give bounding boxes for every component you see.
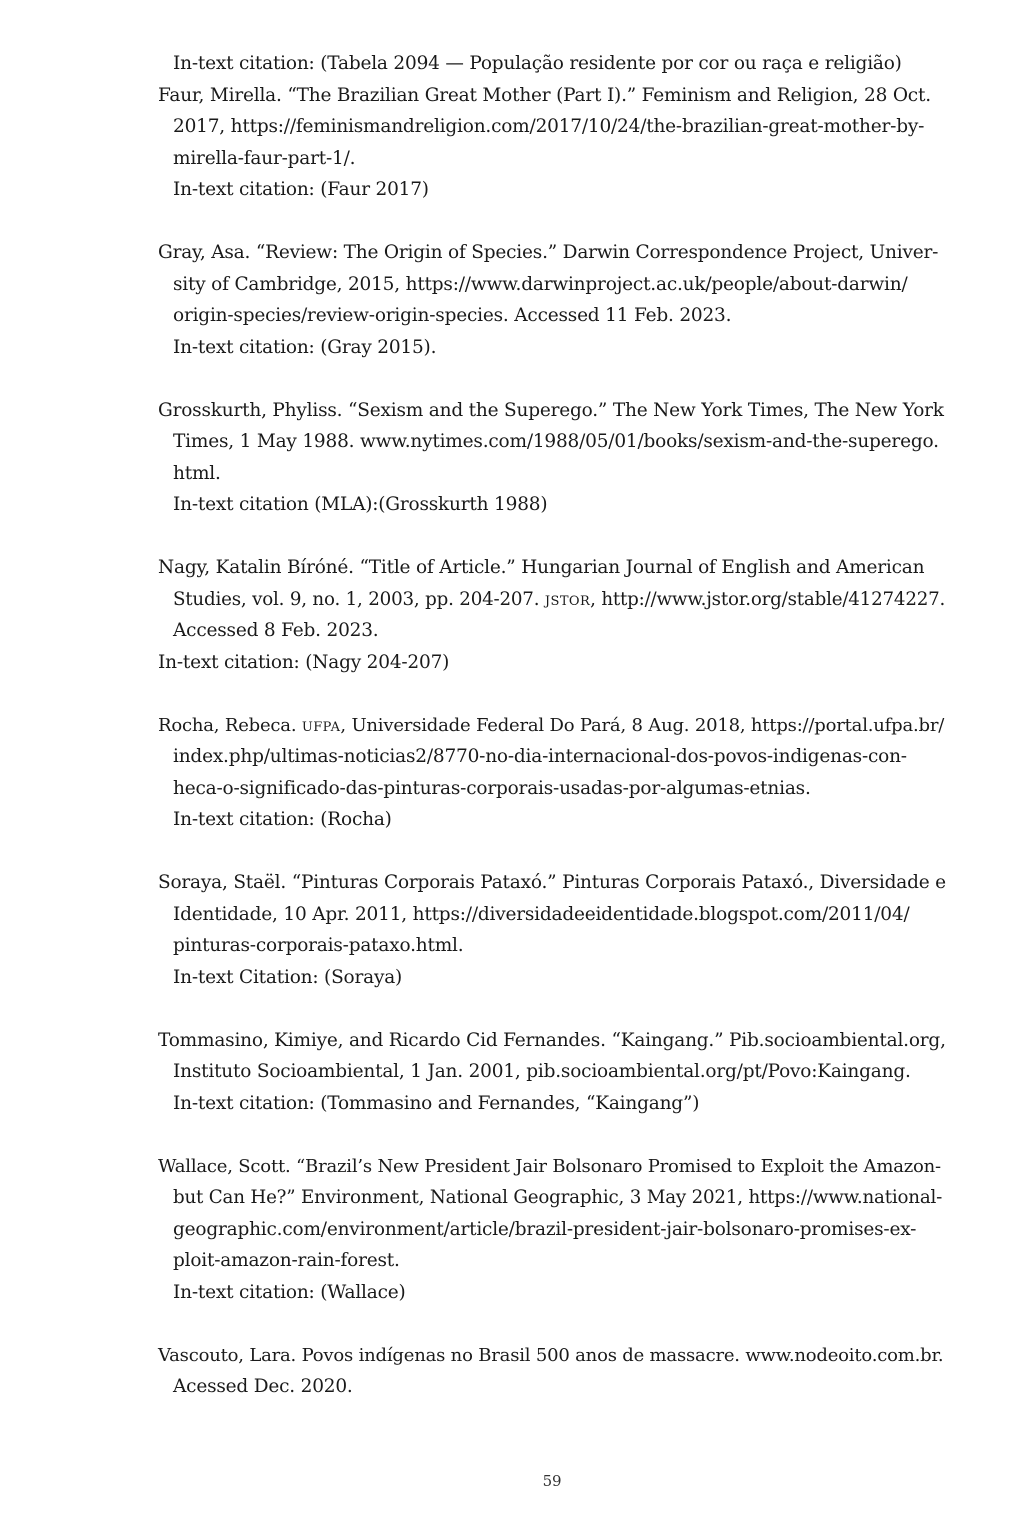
entry-line: Tommasino, Kimiye, and Ricardo Cid Fernandes. “Kaingang.” Pib.socioambiental.org, (158, 1029, 946, 1051)
citation-entry-tommasino (158, 1025, 948, 1120)
entry-line: Soraya, Staël. “Pinturas Corporais Pataxó.” Pinturas Corporais Pataxó., Diversidade e (158, 872, 946, 893)
entry-link[interactable]: , http://www.jstor.org/stable/41274227. (590, 588, 946, 610)
entry-line[interactable]: html. (173, 462, 221, 484)
entry-line[interactable]: 2017, https://feminismandreligion.com/2017/10/24/the-brazilian-great-mother-by- (173, 116, 925, 137)
entry-line[interactable]: Times, 1 May 1988. www.nytimes.com/1988/05/01/books/sexism-and-the-superego. (173, 431, 939, 452)
in-text-citation: In-text citation: (Tommasino and Fernandes, “Kaingang”) (173, 1092, 700, 1114)
citation-entry-wallace (158, 1151, 948, 1309)
in-text-citation: In-text citation: (Rocha) (173, 809, 392, 830)
entry-line[interactable]: mirella-faur-part-1/. (173, 147, 356, 169)
entry-link[interactable]: , Universidade Federal Do Pará, 8 Aug. 2018, https://portal.ufpa.br/ (340, 714, 945, 736)
in-text-citation: In-text citation (MLA):(Grosskurth 1988) (173, 494, 548, 515)
in-text-citation: In-text citation: (Wallace) (173, 1281, 406, 1303)
bibliography-page (158, 48, 948, 1403)
citation-entry-tabela (158, 48, 948, 80)
citation-entry-rocha (158, 710, 948, 836)
entry-text: Studies, vol. 9, no. 1, 2003, pp. 204-207. (173, 588, 545, 610)
citation-entry-faur (158, 80, 948, 206)
entry-line: Gray, Asa. “Review: The Origin of Species.” Darwin Correspondence Project, Univer- (158, 242, 939, 263)
page-number: 59 (542, 1472, 562, 1490)
entry-line: Acessed Dec. 2020. (173, 1376, 353, 1397)
citation-entry-vascouto (158, 1340, 948, 1403)
entry-line[interactable]: sity of Cambridge, 2015, https://www.darwinproject.ac.uk/people/about-darwin/ (173, 273, 908, 295)
entry-text: Rocha, Rebeca. (158, 714, 302, 736)
entry-line: Vascouto, Lara. Povos indígenas no Brasil 500 anos de massacre. www.nodeoito.com.br. (158, 1344, 944, 1366)
in-text-citation: In-text citation: (Gray 2015). (173, 336, 437, 358)
jstor-smallcaps: jstor (544, 588, 591, 610)
entry-line[interactable]: index.php/ultimas-noticias2/8770-no-dia-internacional-dos-povos-indigenas-con- (173, 746, 907, 767)
in-text-citation: In-text Citation: (Soraya) (173, 966, 403, 988)
entry-line: Nagy, Katalin Bíróné. “Title of Article.” Hungarian Journal of English and American (158, 557, 925, 578)
entry-line: Grosskurth, Phyliss. “Sexism and the Superego.” The New York Times, The New York (158, 399, 944, 421)
entry-line[interactable]: heca-o-significado-das-pinturas-corporais-usadas-por-algumas-etnias. (173, 777, 811, 799)
entry-line: Wallace, Scott. “Brazil’s New President Jair Bolsonaro Promised to Exploit the Amazon- (158, 1155, 941, 1177)
entry-line[interactable]: geographic.com/environment/article/brazil-president-jair-bolsonaro-promises-ex- (173, 1218, 917, 1240)
entry-line: In-text citation: (Tabela 2094 — População residente por cor ou raça e religião) (173, 53, 902, 74)
entry-line[interactable]: Identidade, 10 Apr. 2011, https://diversidadeeidentidade.blogspot.com/2011/04/ (173, 903, 910, 925)
entry-line[interactable]: but Can He?” Environment, National Geographic, 3 May 2021, https://www.national- (173, 1187, 943, 1208)
entry-line (158, 710, 948, 742)
entry-line[interactable]: Instituto Socioambiental, 1 Jan. 2001, pib.socioambiental.org/pt/Povo:Kaingang. (173, 1061, 911, 1082)
entry-line: Accessed 8 Feb. 2023. (173, 620, 379, 641)
citation-entry-nagy (158, 552, 948, 678)
entry-line[interactable]: pinturas-corporais-pataxo.html. (173, 935, 464, 956)
entry-line (158, 584, 948, 616)
in-text-citation: In-text citation: (Nagy 204-207) (158, 651, 450, 673)
entry-line[interactable]: origin-species/review-origin-species. Accessed 11 Feb. 2023. (173, 305, 732, 326)
citation-entry-gray (158, 237, 948, 363)
entry-line: Faur, Mirella. “The Brazilian Great Mother (Part I).” Feminism and Religion, 28 Oct. (158, 84, 931, 106)
in-text-citation: In-text citation: (Faur 2017) (173, 179, 429, 200)
citation-entry-grosskurth (158, 395, 948, 521)
citation-entry-soraya (158, 867, 948, 993)
ufpa-smallcaps: ufpa (301, 714, 341, 736)
entry-line[interactable]: ploit-amazon-rain-forest. (173, 1250, 400, 1271)
